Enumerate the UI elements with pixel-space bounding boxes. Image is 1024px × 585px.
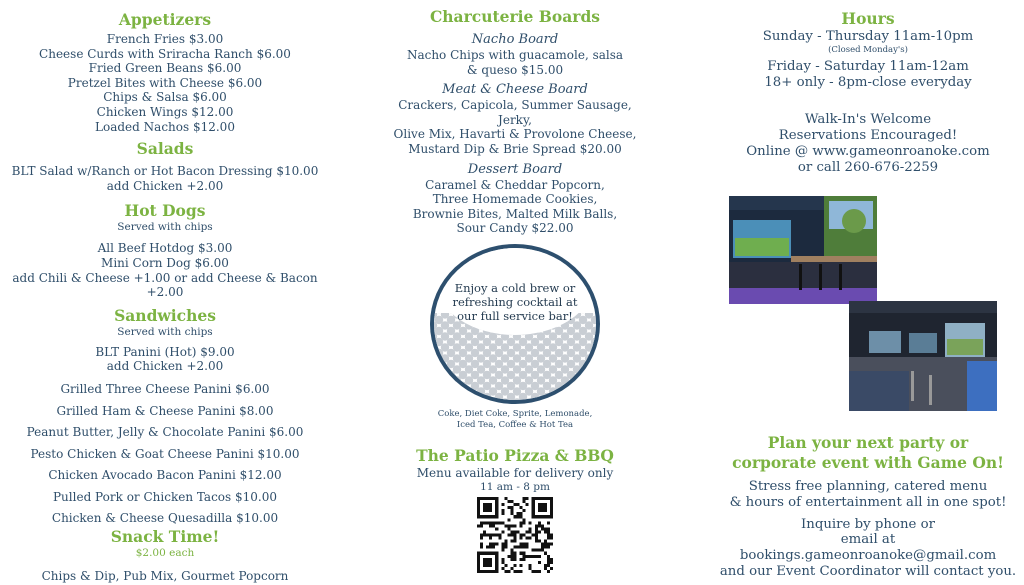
patio-heading: The Patio Pizza & BBQ xyxy=(416,446,614,465)
nacho-board xyxy=(380,32,650,77)
bar-line: our full service bar! xyxy=(457,309,573,323)
menu-qr-code[interactable] xyxy=(477,497,553,573)
dessert-board xyxy=(380,162,650,236)
drinks-line: Coke, Diet Coke, Sprite, Lemonade, xyxy=(437,409,593,419)
hot-dogs-note: Served with chips xyxy=(117,221,213,234)
hours-age-note: 18+ only - 8pm-close everyday xyxy=(764,74,972,90)
walkin-line: Walk-In's Welcome xyxy=(804,112,932,128)
menu-item: BLT Panini (Hot) $9.00 xyxy=(95,344,235,359)
drinks-line: Iced Tea, Coffee & Hot Tea xyxy=(456,420,574,430)
menu-item: Grilled Three Cheese Panini $6.00 xyxy=(60,381,270,396)
sandwiches-list xyxy=(0,345,330,526)
info-column xyxy=(712,0,1024,579)
board-desc: Brownie Bites, Malted Milk Balls, xyxy=(412,206,618,221)
menu-item: French Fries $3.00 xyxy=(106,32,224,46)
appetizers-list xyxy=(0,32,330,134)
board-name: Nacho Board xyxy=(471,32,559,47)
party-line: and our Event Coordinator will contact you. xyxy=(719,563,1017,579)
board-desc: Crackers, Capicola, Summer Sausage, Jerky, xyxy=(398,98,632,127)
venue-photo-simulator-bays xyxy=(849,301,997,411)
menu-item: Chicken Avocado Bacon Panini $12.00 xyxy=(48,468,282,483)
menu-item: Chips & Salsa $6.00 xyxy=(103,90,227,105)
party-line: & hours of entertainment all in one spot! xyxy=(729,494,1007,510)
board-desc: Caramel & Cheddar Popcorn, xyxy=(425,177,605,192)
board-name: Dessert Board xyxy=(467,161,563,177)
salads-heading: Salads xyxy=(136,139,194,159)
phone-link[interactable]: or call 260-676-2259 xyxy=(797,159,939,175)
menu-item: Pesto Chicken & Goat Cheese Panini $10.00 xyxy=(30,446,300,461)
board-desc: Mustard Dip & Brie Spread $20.00 xyxy=(408,141,622,156)
board-name: Meat & Cheese Board xyxy=(442,82,588,98)
party-heading: corporate event with Game On! xyxy=(732,453,1004,472)
bar-line: refreshing cocktail at xyxy=(452,295,578,309)
menu-item: Cheese Curds with Sriracha Ranch $6.00 xyxy=(39,46,291,61)
patio-hours: 11 am - 8 pm xyxy=(480,480,550,493)
menu-item: add Chicken +2.00 xyxy=(106,178,224,193)
email-link[interactable]: email at bookings.gameonroanoke@gmail.com xyxy=(739,532,997,564)
bar-drinks xyxy=(380,409,650,431)
bar-promo xyxy=(427,281,603,323)
menu-item: Mini Corn Dog $6.00 xyxy=(101,255,229,270)
hours-closed-note: (Closed Monday's) xyxy=(828,44,908,55)
meat-cheese-board xyxy=(380,82,650,156)
bar-line: Enjoy a cold brew or xyxy=(454,281,576,295)
board-desc: Olive Mix, Havarti & Provolone Cheese, xyxy=(393,127,637,142)
snack-price: $2.00 each xyxy=(135,547,195,560)
golf-ball-graphic xyxy=(427,243,603,405)
hours-weekday: Sunday - Thursday 11am-10pm xyxy=(762,29,974,44)
qr-code-icon xyxy=(477,497,553,573)
party-line: Inquire by phone or xyxy=(801,516,935,532)
menu-item: Pulled Pork or Chicken Tacos $10.00 xyxy=(52,489,277,504)
menu-item: All Beef Hotdog $3.00 xyxy=(97,241,233,256)
hours-heading: Hours xyxy=(841,9,895,28)
party-heading: Plan your next party or xyxy=(767,433,969,452)
golf-ball-icon xyxy=(427,243,603,405)
party-line: Stress free planning, catered menu xyxy=(748,479,988,494)
menu-item: Fried Green Beans $6.00 xyxy=(88,61,242,76)
board-desc: Three Homemade Cookies, xyxy=(432,192,598,207)
board-desc: Sour Candy $22.00 xyxy=(456,221,574,236)
menu-item: Chicken Wings $12.00 xyxy=(96,104,234,119)
party-section xyxy=(712,433,1024,580)
website-link[interactable]: Online @ www.gameonroanoke.com xyxy=(746,143,990,159)
menu-item: Peanut Butter, Jelly & Chocolate Panini $6.00 xyxy=(26,425,304,440)
patio-delivery: Menu available for delivery only xyxy=(416,466,614,480)
venue-photo-simulator-bar xyxy=(729,196,877,304)
hot-dogs-list xyxy=(0,241,330,299)
walkin-line: Reservations Encouraged! xyxy=(778,128,958,144)
board-desc: Nacho Chips with guacamole, salsa xyxy=(406,48,624,62)
snack-items: Chips & Dip, Pub Mix, Gourmet Popcorn xyxy=(41,569,289,584)
menu-item: add Chicken +2.00 xyxy=(106,359,224,374)
patio-section xyxy=(380,446,650,494)
hot-dogs-heading: Hot Dogs xyxy=(124,201,206,221)
menu-item: Grilled Ham & Cheese Panini $8.00 xyxy=(56,403,274,418)
walkin-section xyxy=(712,112,1024,175)
food-menu-column xyxy=(0,0,330,584)
appetizers-heading: Appetizers xyxy=(118,10,212,29)
salads-list xyxy=(0,164,330,193)
sandwiches-note: Served with chips xyxy=(117,325,213,338)
menu-item: Chicken & Cheese Quesadilla $10.00 xyxy=(51,511,279,526)
menu-item: Pretzel Bites with Cheese $6.00 xyxy=(67,75,263,90)
sandwiches-heading: Sandwiches xyxy=(114,305,216,325)
hours-weekend: Friday - Saturday 11am-12am xyxy=(767,58,969,74)
snack-heading: Snack Time! xyxy=(110,527,220,547)
charcuterie-heading: Charcuterie Boards xyxy=(429,7,601,26)
menu-item: add Chili & Cheese +1.00 or add Cheese & Bacon +2.00 xyxy=(12,270,318,300)
menu-item: BLT Salad w/Ranch or Hot Bacon Dressing $10.00 xyxy=(11,164,319,179)
board-desc: & queso $15.00 xyxy=(466,62,564,77)
menu-item: Loaded Nachos $12.00 xyxy=(95,119,235,134)
